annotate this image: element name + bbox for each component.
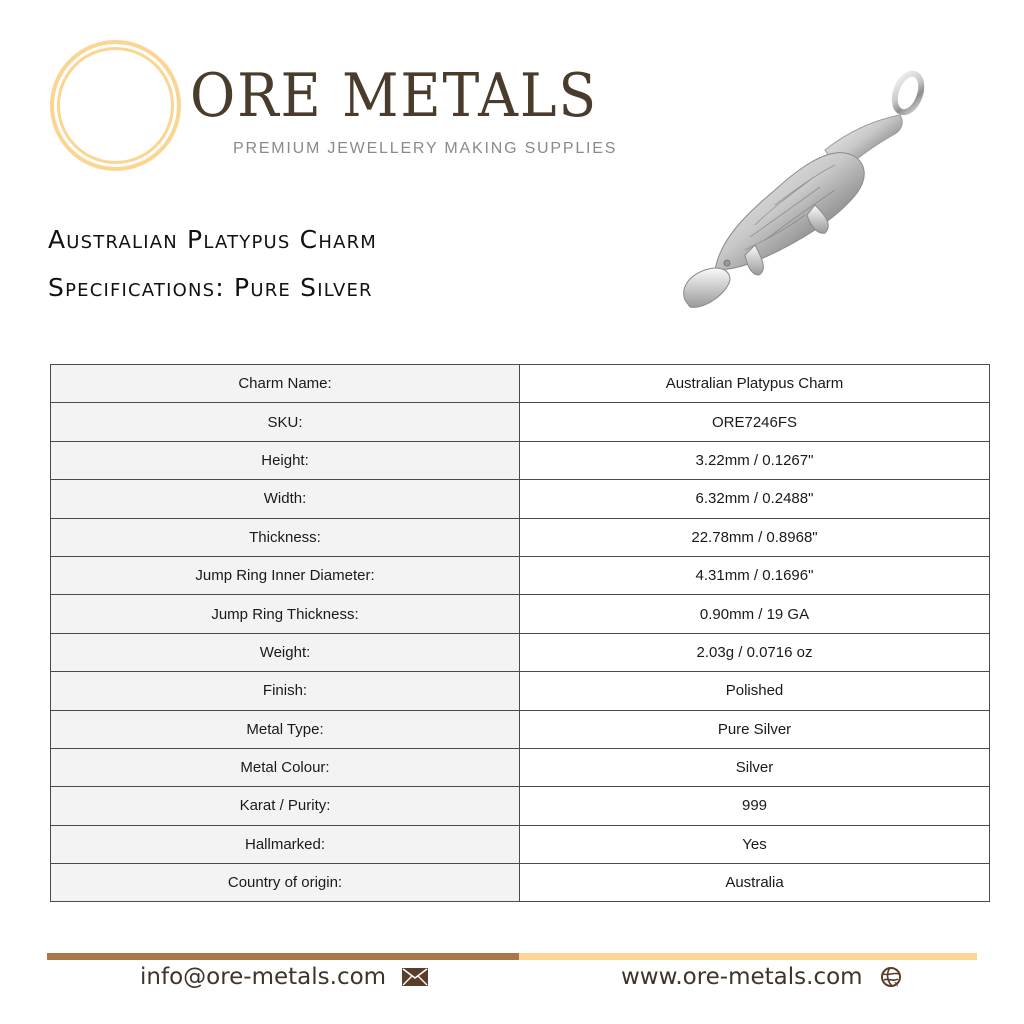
spec-value: Australian Platypus Charm bbox=[520, 365, 990, 403]
logo-ring-inner-icon bbox=[57, 47, 174, 164]
website-link[interactable]: www.ore-metals.com bbox=[621, 964, 863, 990]
product-title: Australian Platypus Charm bbox=[48, 225, 378, 254]
brand-name: ORE METALS bbox=[190, 61, 599, 131]
table-row bbox=[51, 556, 990, 594]
spec-value: 0.90mm / 19 GA bbox=[520, 595, 990, 633]
spec-value: Australia bbox=[520, 864, 990, 902]
spec-label: Jump Ring Inner Diameter: bbox=[51, 556, 520, 594]
spec-value: 6.32mm / 0.2488" bbox=[520, 480, 990, 518]
table-row bbox=[51, 672, 990, 710]
spec-value: 999 bbox=[520, 787, 990, 825]
table-row bbox=[51, 480, 990, 518]
spec-value: Polished bbox=[520, 672, 990, 710]
spec-table bbox=[50, 364, 990, 902]
spec-label: Country of origin: bbox=[51, 864, 520, 902]
table-row bbox=[51, 595, 990, 633]
table-row bbox=[51, 403, 990, 441]
globe-icon bbox=[879, 965, 903, 989]
spec-value: 2.03g / 0.0716 oz bbox=[520, 633, 990, 671]
table-row bbox=[51, 365, 990, 403]
brand-tagline: PREMIUM JEWELLERY MAKING SUPPLIES bbox=[233, 140, 618, 157]
spec-value: 3.22mm / 0.1267" bbox=[520, 441, 990, 479]
envelope-icon bbox=[402, 968, 428, 986]
table-row bbox=[51, 710, 990, 748]
spec-label: Metal Colour: bbox=[51, 748, 520, 786]
spec-value: 22.78mm / 0.8968" bbox=[520, 518, 990, 556]
spec-label: Metal Type: bbox=[51, 710, 520, 748]
table-row bbox=[51, 748, 990, 786]
platypus-charm-image bbox=[675, 65, 935, 325]
product-subtitle: Specifications: Pure Silver bbox=[48, 273, 373, 302]
table-row bbox=[51, 441, 990, 479]
spec-label: Height: bbox=[51, 441, 520, 479]
table-row bbox=[51, 518, 990, 556]
spec-label: Weight: bbox=[51, 633, 520, 671]
table-row bbox=[51, 633, 990, 671]
email-link[interactable]: info@ore-metals.com bbox=[140, 964, 387, 990]
spec-label: Jump Ring Thickness: bbox=[51, 595, 520, 633]
spec-label: Hallmarked: bbox=[51, 825, 520, 863]
spec-value: Silver bbox=[520, 748, 990, 786]
spec-label: Thickness: bbox=[51, 518, 520, 556]
spec-label: Karat / Purity: bbox=[51, 787, 520, 825]
table-row bbox=[51, 787, 990, 825]
spec-label: SKU: bbox=[51, 403, 520, 441]
footer-divider-left bbox=[47, 953, 519, 960]
spec-value: Pure Silver bbox=[520, 710, 990, 748]
table-row bbox=[51, 864, 990, 902]
spec-value: ORE7246FS bbox=[520, 403, 990, 441]
spec-value: Yes bbox=[520, 825, 990, 863]
email-contact[interactable] bbox=[140, 964, 428, 990]
spec-label: Finish: bbox=[51, 672, 520, 710]
footer-divider-right bbox=[519, 953, 977, 960]
spec-value: 4.31mm / 0.1696" bbox=[520, 556, 990, 594]
spec-label: Width: bbox=[51, 480, 520, 518]
table-row bbox=[51, 825, 990, 863]
website-contact[interactable] bbox=[621, 964, 903, 990]
spec-label: Charm Name: bbox=[51, 365, 520, 403]
